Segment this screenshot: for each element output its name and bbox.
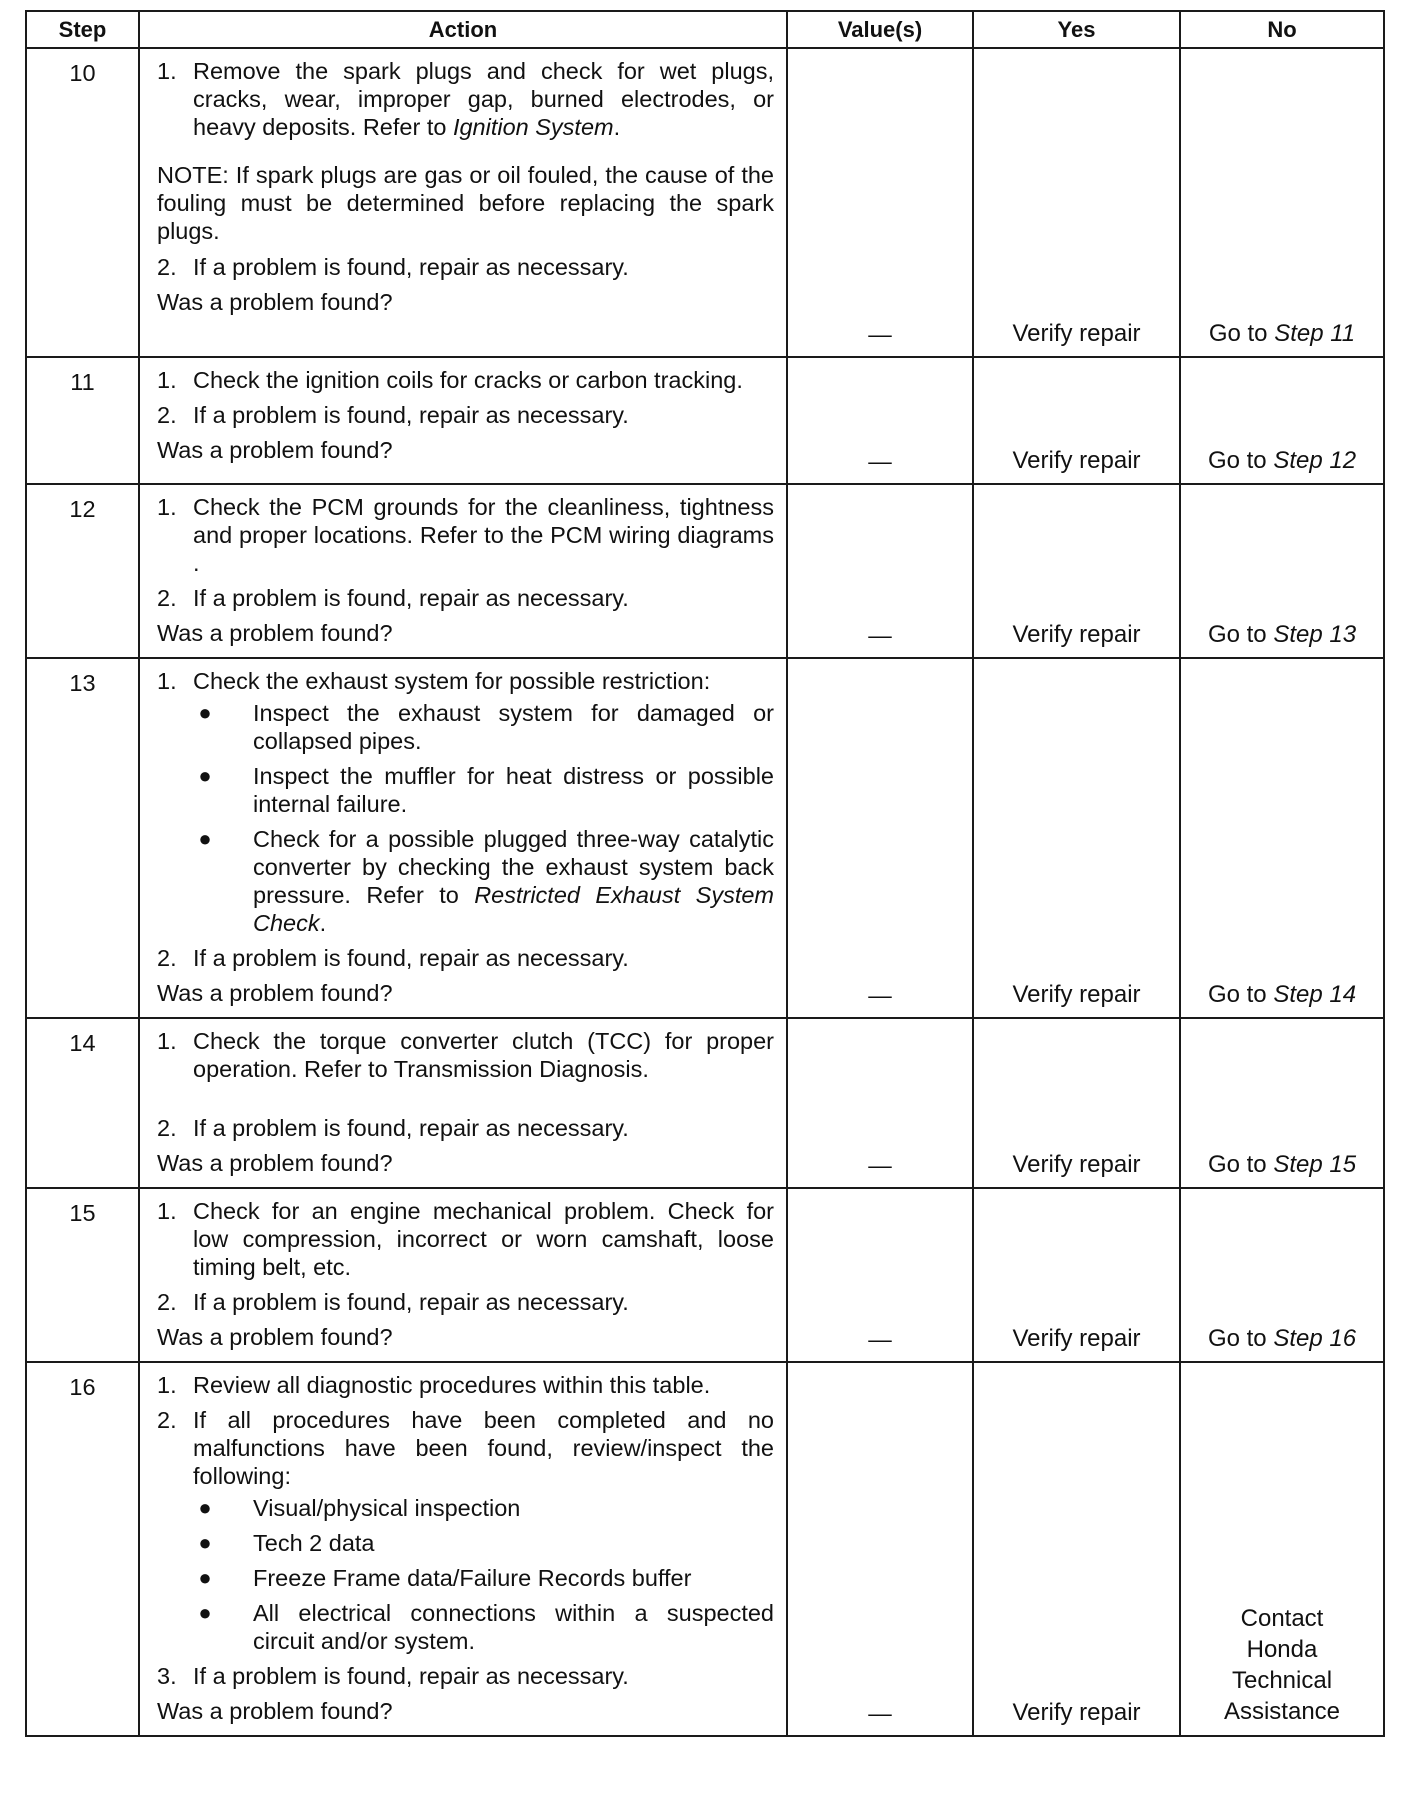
question: Was a problem found? bbox=[157, 289, 393, 315]
no-cell: Go to Step 12 bbox=[1180, 357, 1384, 484]
step-number: 14 bbox=[26, 1018, 139, 1188]
action-item: 2. If a problem is found, repair as necessary. bbox=[157, 402, 629, 428]
action-item: 2. If a problem is found, repair as necessary. bbox=[157, 254, 629, 280]
list-item: ● Check for a possible plugged three-way catalytic converter by checking the exhaust system back pressure. Refer to Restricted Exhaust System Check. bbox=[157, 825, 774, 937]
header-yes: Yes bbox=[973, 11, 1180, 48]
action-item: 1. Check the torque converter clutch (TCC) for proper operation. Refer to Transmission Diagnosis. bbox=[157, 1028, 774, 1082]
action-item: 1. Remove the spark plugs and check for wet plugs, cracks, wear, improper gap, burned electrodes, or heavy deposits. Refer to Ignition System. bbox=[157, 58, 774, 140]
table-row-step-12 bbox=[26, 484, 1384, 658]
value-cell: — bbox=[787, 484, 973, 658]
action-item: 3. If a problem is found, repair as necessary. bbox=[157, 1663, 629, 1689]
step-number: 11 bbox=[26, 357, 139, 484]
step-number: 13 bbox=[26, 658, 139, 1018]
header-action: Action bbox=[139, 11, 787, 48]
step-number: 12 bbox=[26, 484, 139, 658]
bullet-icon: ● bbox=[198, 763, 212, 788]
table-row-step-11 bbox=[26, 357, 1384, 484]
value-cell: — bbox=[787, 1362, 973, 1736]
action-cell bbox=[139, 357, 787, 484]
yes-cell: Verify repair bbox=[973, 1018, 1180, 1188]
no-cell: Go to Step 14 bbox=[1180, 658, 1384, 1018]
note-text: NOTE: If spark plugs are gas or oil fouled, the cause of the fouling must be determined before replacing the spark plugs. bbox=[157, 162, 774, 244]
value-cell: — bbox=[787, 1188, 973, 1362]
action-item: 1. Check the exhaust system for possible restriction: bbox=[157, 668, 711, 694]
list-item: ● Freeze Frame data/Failure Records buffer bbox=[157, 1564, 774, 1592]
header-no: No bbox=[1180, 11, 1384, 48]
bullet-icon: ● bbox=[198, 1565, 212, 1590]
question: Was a problem found? bbox=[157, 1150, 393, 1176]
action-item: 2. If all procedures have been completed and no malfunctions have been found, review/inspect the following: bbox=[157, 1407, 774, 1489]
diagnostic-table-page bbox=[25, 10, 1385, 1737]
no-cell: Go to Step 15 bbox=[1180, 1018, 1384, 1188]
list-item: ● Tech 2 data bbox=[157, 1529, 774, 1557]
action-item: 1. Check for an engine mechanical problem. Check for low compression, incorrect or worn camshaft, loose timing belt, etc. bbox=[157, 1198, 774, 1280]
action-item: 2. If a problem is found, repair as necessary. bbox=[157, 945, 629, 971]
header-values: Value(s) bbox=[787, 11, 973, 48]
table-row-step-10 bbox=[26, 48, 1384, 357]
action-cell bbox=[139, 484, 787, 658]
yes-cell: Verify repair bbox=[973, 1362, 1180, 1736]
bullet-list bbox=[157, 1494, 774, 1655]
header-step: Step bbox=[26, 11, 139, 48]
diagnostic-table bbox=[25, 10, 1385, 1737]
yes-cell: Verify repair bbox=[973, 658, 1180, 1018]
step-number: 15 bbox=[26, 1188, 139, 1362]
yes-cell: Verify repair bbox=[973, 357, 1180, 484]
table-row-step-13 bbox=[26, 658, 1384, 1018]
action-cell bbox=[139, 658, 787, 1018]
yes-cell: Verify repair bbox=[973, 48, 1180, 357]
bullet-list bbox=[157, 699, 774, 937]
action-cell bbox=[139, 48, 787, 357]
value-cell: — bbox=[787, 658, 973, 1018]
reference-link: Ignition System bbox=[452, 114, 614, 140]
list-item: ● Inspect the exhaust system for damaged or collapsed pipes. bbox=[157, 699, 774, 755]
action-item: 1. Check the PCM grounds for the cleanliness, tightness and proper locations. Refer to the PCM wiring diagrams . bbox=[157, 494, 774, 576]
value-cell: — bbox=[787, 1018, 973, 1188]
list-item: ● Inspect the muffler for heat distress or possible internal failure. bbox=[157, 762, 774, 818]
question: Was a problem found? bbox=[157, 1698, 393, 1724]
list-item: ● Visual/physical inspection bbox=[157, 1494, 774, 1522]
bullet-icon: ● bbox=[198, 1495, 212, 1520]
table-row-step-16 bbox=[26, 1362, 1384, 1736]
action-cell bbox=[139, 1188, 787, 1362]
action-item: 1. Check the ignition coils for cracks or carbon tracking. bbox=[157, 367, 743, 393]
table-row-step-15 bbox=[26, 1188, 1384, 1362]
table-row-step-14 bbox=[26, 1018, 1384, 1188]
action-item: 2. If a problem is found, repair as necessary. bbox=[157, 1115, 629, 1141]
bullet-icon: ● bbox=[198, 1600, 212, 1625]
bullet-icon: ● bbox=[198, 826, 212, 851]
value-cell: — bbox=[787, 48, 973, 357]
action-cell bbox=[139, 1362, 787, 1736]
value-cell: — bbox=[787, 357, 973, 484]
question: Was a problem found? bbox=[157, 1324, 393, 1350]
action-cell bbox=[139, 1018, 787, 1188]
bullet-icon: ● bbox=[198, 700, 212, 725]
list-item: ● All electrical connections within a suspected circuit and/or system. bbox=[157, 1599, 774, 1655]
step-number: 16 bbox=[26, 1362, 139, 1736]
no-cell: Go to Step 13 bbox=[1180, 484, 1384, 658]
question: Was a problem found? bbox=[157, 437, 393, 463]
no-cell: Go to Step 11 bbox=[1180, 48, 1384, 357]
action-item: 2. If a problem is found, repair as necessary. bbox=[157, 585, 629, 611]
action-item: 2. If a problem is found, repair as necessary. bbox=[157, 1289, 629, 1315]
action-item: 1. Review all diagnostic procedures within this table. bbox=[157, 1372, 711, 1398]
yes-cell: Verify repair bbox=[973, 1188, 1180, 1362]
bullet-icon: ● bbox=[198, 1530, 212, 1555]
reference-link: Restricted Exhaust System Check bbox=[253, 882, 774, 936]
no-cell: Go to Step 16 bbox=[1180, 1188, 1384, 1362]
question: Was a problem found? bbox=[157, 980, 393, 1006]
step-number: 10 bbox=[26, 48, 139, 357]
question: Was a problem found? bbox=[157, 620, 393, 646]
no-cell: Contact Honda Technical Assistance bbox=[1180, 1362, 1384, 1736]
yes-cell: Verify repair bbox=[973, 484, 1180, 658]
table-header-row bbox=[26, 11, 1384, 48]
